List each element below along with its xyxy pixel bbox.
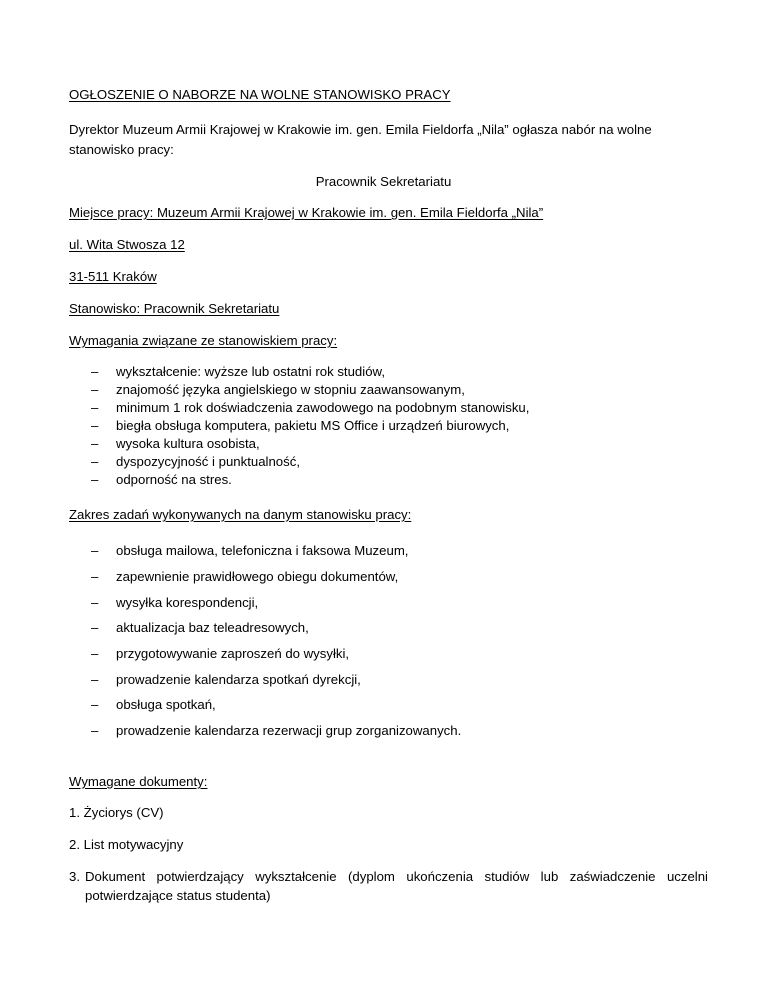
dash-marker: –: [91, 569, 99, 584]
list-item-text: obsługa mailowa, telefoniczna i faksowa Muzeum,: [116, 543, 409, 558]
requirements-heading: Wymagania związane ze stanowiskiem pracy:: [69, 333, 338, 348]
dash-marker: –: [91, 436, 99, 451]
street-address: ul. Wita Stwosza 12: [69, 237, 185, 252]
list-item-text: List motywacyjny: [83, 837, 184, 852]
dash-marker: –: [91, 454, 99, 469]
list-item-text: wykształcenie: wyższe lub ostatni rok studiów,: [116, 364, 385, 379]
intro-text-line-2: stanowisko pracy:: [69, 142, 174, 157]
list-item-text: Życiorys (CV): [83, 805, 164, 820]
list-item-text: przygotowywanie zaproszeń do wysyłki,: [116, 646, 350, 661]
list-item-text: dyspozycyjność i punktualność,: [116, 454, 300, 469]
list-item-text: odporność na stres.: [116, 472, 232, 487]
dash-marker: –: [91, 697, 99, 712]
announcement-heading: OGŁOSZENIE O NABORZE NA WOLNE STANOWISKO PRACY: [69, 87, 451, 102]
dash-marker: –: [91, 620, 99, 635]
dash-marker: –: [91, 382, 99, 397]
list-item-text-line-1: Dokument potwierdzający wykształcenie (dyplom ukończenia studiów lub zaświadczenie uczelni: [85, 869, 708, 884]
position-title: Pracownik Sekretariatu: [315, 174, 452, 189]
list-item-text: prowadzenie kalendarza rezerwacji grup zorganizowanych.: [116, 723, 462, 738]
city-postal-code: 31-511 Kraków: [69, 269, 157, 284]
intro-text-line-1: Dyrektor Muzeum Armii Krajowej w Krakowie im. gen. Emila Fieldorfa „Nila” ogłasza nabór na wolne: [69, 122, 652, 137]
list-item: [69, 836, 708, 854]
list-item-text: zapewnienie prawidłowego obiegu dokumentów,: [116, 569, 399, 584]
list-item-number: 3.: [69, 869, 80, 884]
dash-marker: –: [91, 418, 99, 433]
dash-marker: –: [91, 646, 99, 661]
dash-marker: –: [91, 364, 99, 379]
list-item-text: aktualizacja baz teleadresowych,: [116, 620, 309, 635]
dash-marker: –: [91, 543, 99, 558]
list-item-text: znajomość języka angielskiego w stopniu zaawansowanym,: [116, 382, 465, 397]
list-item-text: biegła obsługa komputera, pakietu MS Office i urządzeń biurowych,: [116, 418, 510, 433]
list-item-text: minimum 1 rok doświadczenia zawodowego na podobnym stanowisku,: [116, 400, 530, 415]
dash-marker: –: [91, 400, 99, 415]
dash-marker: –: [91, 723, 99, 738]
dash-marker: –: [91, 672, 99, 687]
list-item-text: wysyłka korespondencji,: [116, 595, 259, 610]
list-item-text: obsługa spotkań,: [116, 697, 216, 712]
documents-heading: Wymagane dokumenty:: [69, 774, 208, 789]
list-item-number: 2.: [69, 837, 80, 852]
dash-marker: –: [91, 472, 99, 487]
position-line: Stanowisko: Pracownik Sekretariatu: [69, 301, 280, 316]
duties-heading: Zakres zadań wykonywanych na danym stanowisku pracy:: [69, 507, 412, 522]
workplace-line: Miejsce pracy: Muzeum Armii Krajowej w Krakowie im. gen. Emila Fieldorfa „Nila”: [69, 205, 544, 220]
list-item-text-line-2: potwierdzające status studenta): [85, 888, 271, 903]
list-item-text: prowadzenie kalendarza spotkań dyrekcji,: [116, 672, 361, 687]
list-item-text: wysoka kultura osobista,: [116, 436, 260, 451]
list-item: [69, 804, 708, 822]
list-item-number: 1.: [69, 805, 80, 820]
dash-marker: –: [91, 595, 99, 610]
